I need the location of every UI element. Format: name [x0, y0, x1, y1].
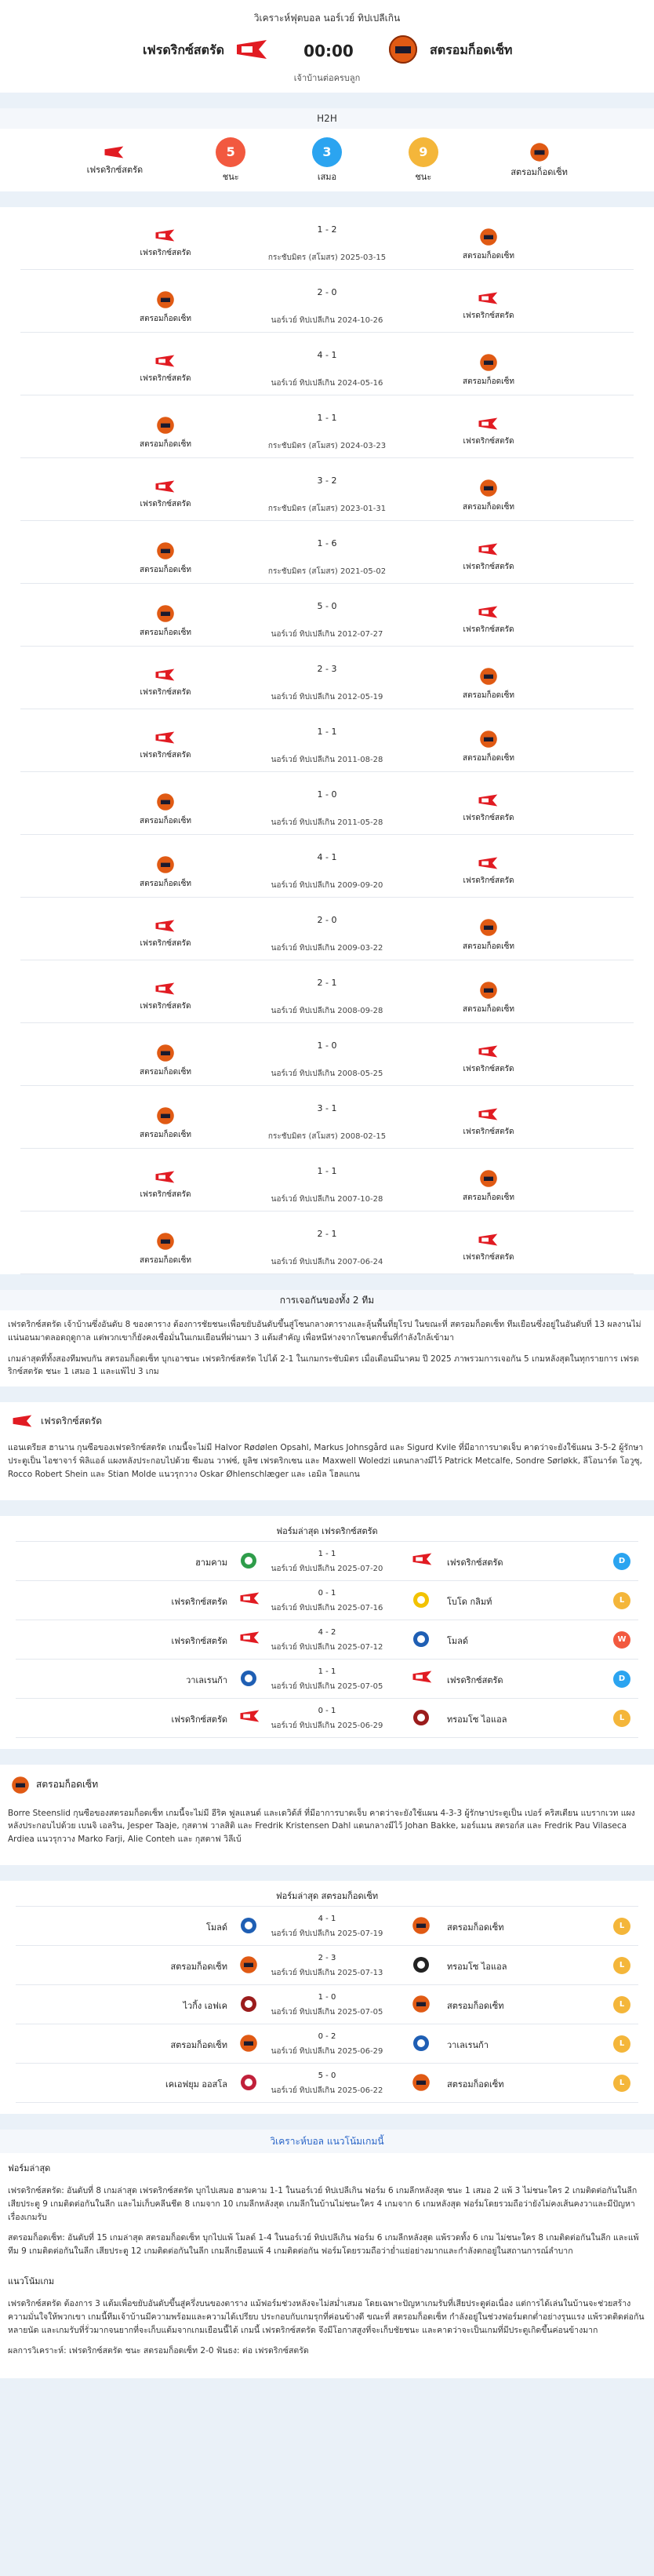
away-team-heading-name[interactable]: สตรอมก็อดเซ็ท [36, 1779, 99, 1791]
h2h-losses-count: 9 [409, 137, 438, 167]
form-row[interactable] [16, 1581, 638, 1620]
match-info: นอร์เวย์ ทิปเปลีเกิน 2007-10-28 [271, 1195, 383, 1204]
h2h-match-list [0, 207, 654, 1274]
form-left-team: ไวกิ้ง เอฟเค [183, 2000, 227, 2011]
match-time: 00:00 [303, 41, 354, 60]
form-info: นอร์เวย์ ทิปเปลีเกิน 2025-06-22 [271, 2086, 383, 2095]
match-left-team-name: เฟรดริกซ์สตรัด [140, 249, 191, 257]
match-left-team-name: เฟรดริกซ์สตรัด [140, 374, 191, 383]
form-right-team: เฟรดริกซ์สตรัด [447, 1557, 503, 1568]
match-score: 2 - 1 [317, 978, 337, 988]
match-left-team-name: สตรอมก็อดเซ็ท [140, 315, 191, 323]
match-info: นอร์เวย์ ทิปเปลีเกิน 2008-09-28 [271, 1007, 383, 1015]
match-score: 1 - 6 [317, 538, 337, 548]
home-team-section [0, 1402, 654, 1499]
result-badge: L [613, 2035, 630, 2053]
match-right-team [422, 792, 555, 824]
result-badge: W [613, 1631, 630, 1649]
team-logo [422, 792, 555, 811]
match-right-team-name: เฟรดริกซ์สตรัด [463, 625, 514, 634]
form-info: นอร์เวย์ ทิปเปลีเกิน 2025-07-05 [271, 2007, 383, 2017]
match-right-team-name: สตรอมก็อดเซ็ท [463, 252, 514, 261]
h2h-draws-label: เสมอ [317, 171, 337, 182]
home-team-logo [100, 144, 129, 160]
h2h-match-row[interactable] [20, 270, 634, 333]
match-right-team-name: เฟรดริกซ์สตรัด [463, 1065, 514, 1073]
away-team-section [0, 1765, 654, 1865]
match-right-team [422, 353, 555, 388]
match-left-team-name: เฟรดริกซ์สตรัด [140, 500, 191, 508]
form-row[interactable] [16, 1660, 638, 1699]
match-left-team-name: สตรอมก็อดเซ็ท [140, 566, 191, 574]
h2h-wins-count: 5 [216, 137, 245, 167]
match-right-team [422, 1106, 555, 1138]
team-logo [412, 1708, 431, 1729]
match-score: 4 - 1 [317, 852, 337, 862]
form-score: 4 - 2 [318, 1627, 336, 1637]
summary-paragraph-1: เฟรดริกซ์สตรัด เจ้าบ้านซึ่งอันดับ 8 ของตาราง ต้องการชัยชนะเพื่อขยับอันดับขึ้นสู่โซนกลางตารางและลุ้นพื้นที่ยุโรป ในขณะที่ สตรอมก็อดเซ็ท ทีมเยือนซึ่งอยู่ในอันดับที่ 13 ผลงานไม่แน่นอนมาตลอดฤดูกาล แต่พวกเขาก็ยังคงเชื่อมั่นในเกมเยือนที่ผ่านมา 3 แต้มสำคัญ เพื่อหนีห่างจากโซนตกชั้นที่กำลังใกล้เข้ามา [8, 1320, 641, 1343]
result-badge: D [613, 1553, 630, 1570]
form-info: นอร์เวย์ ทิปเปลีเกิน 2025-07-20 [271, 1564, 383, 1573]
team-logo [412, 1916, 431, 1937]
h2h-match-row[interactable] [20, 772, 634, 835]
h2h-match-row[interactable] [20, 1149, 634, 1211]
h2h-match-row[interactable] [20, 898, 634, 960]
form-row[interactable] [16, 2024, 638, 2064]
home-team-heading-name[interactable]: เฟรดริกซ์สตรัด [41, 1415, 103, 1426]
form-left-team: เฟรดริกซ์สตรัด [171, 1635, 227, 1646]
prediction-trend-text: เฟรดริกซ์สตรัด ต้องการ 3 แต้มเพื่อขยับอันดับขึ้นสู่ครึ่งบนของตาราง แม้ฟอร์มช่วงหลังจะไม่สม่ำเสมอ โดยเฉพาะปัญหาเกมรับที่เสียประตูต่อเนื่อง แต่การได้เล่นในบ้านจะช่วยสร้างความมั่นใจให้พวกเขา เกมนี้ทีมเจ้าบ้านมีความพร้อมและความได้เปรียบ ประกอบกับเกมรุกที่ค่อนข้างดี ขณะที่ สตรอมก็อดเซ็ท กำลังอยู่ในช่วงฟอร์มตกต่ำอย่างรุนแรง แพ้รวดติดต่อกันหลายนัด และเกมรับที่รั่วมากจนยากที่จะเก็บแต้มจากเกมเยือนนี้ได้ เกมนี้ เฟรดริกซ์สตรัด จึงมีโอกาสสูงที่จะเก็บชัยชนะ และคาดว่าจะเป็นเกมที่มีประตูเกิดขึ้นค่อนข้างมาก [8, 2298, 645, 2335]
match-right-team [422, 416, 555, 447]
team-logo [422, 667, 555, 688]
match-right-team [422, 228, 555, 262]
prediction-result: ผลการวิเคราะห์: เฟรดริกซ์สตรัด ชนะ สตรอมก็อดเซ็ท 2-0 ฟันธง: ต่อ เฟรดริกซ์สตรัด [8, 2346, 309, 2356]
match-right-team [422, 1232, 555, 1263]
form-score: 0 - 1 [318, 1588, 336, 1598]
team-logo [412, 1551, 434, 1569]
h2h-home-name: เฟรดริกซ์สตรัด [86, 164, 144, 175]
h2h-home-team [64, 144, 165, 177]
form-left-team: สตรอมก็อดเซ็ท [170, 1961, 227, 1972]
form-score: 1 - 0 [318, 1992, 336, 2002]
match-info: นอร์เวย์ ทิปเปลีเกิน 2024-10-26 [271, 316, 383, 325]
match-info: นอร์เวย์ ทิปเปลีเกิน 2011-08-28 [271, 756, 383, 764]
match-right-team-name: เฟรดริกซ์สตรัด [463, 876, 514, 885]
h2h-match-row[interactable] [20, 207, 634, 270]
prediction-title: วิเคราะห์บอล แนวโน้มเกมนี้ [0, 2130, 654, 2153]
match-score: 3 - 2 [317, 475, 337, 486]
team-logo [422, 604, 555, 622]
away-team-name[interactable]: สตรอมก็อดเซ็ท [430, 42, 513, 57]
match-score: 1 - 0 [317, 789, 337, 800]
league-title: วิเคราะห์ฟุตบอล นอร์เวย์ ทิปเปลีเกิน [253, 13, 401, 24]
form-right-team: สตรอมก็อดเซ็ท [447, 2079, 504, 2090]
match-info: กระชับมิตร (สโมสร) 2021-05-02 [267, 567, 387, 576]
result-badge: L [613, 2075, 630, 2092]
away-team-lineup-text: Borre Steenslid กุนซือของสตรอมก็อดเซ็ท เกมนี้จะไม่มี อีริค ฟูลแลนด์ และเดวิด้ส์ ที่มีอาการบาดเจ็บ คาดว่าจะยังใช้แผน 4-3-3 ผู้รักษาประตูเป็น เปอร์ คริสเตียน แบรากเวท แผงหลังประกอบไปด้วย เบนจิ เอลริน, Jesper Taaje, กุสตาฟ วาลสิติ และ Fredrik Kristensen Dahl แดนกลางมีไว้ Johan Bakke, มอร์แมน สตรอก์ส และ Fredrik Pau Vilaseca Ardiea แนวรุกวาง Marko Farji, Alie Conteh และ กุสตาฟ วิลีเบ้ [8, 1808, 635, 1845]
h2h-away-team [489, 142, 590, 179]
match-right-team [422, 290, 555, 322]
h2h-match-row[interactable] [20, 584, 634, 647]
home-team-name[interactable]: เฟรดริกซ์สตรัด [142, 42, 224, 57]
result-badge: L [613, 1710, 630, 1727]
home-form-title: ฟอร์มล่าสุด เฟรดริกซ์สตรัด [16, 1516, 638, 1542]
match-left-team-name: สตรอมก็อดเซ็ท [140, 1068, 191, 1077]
form-score: 2 - 3 [318, 1953, 336, 1962]
form-row[interactable] [16, 1946, 638, 1985]
match-right-team-name: สตรอมก็อดเซ็ท [463, 503, 514, 512]
match-right-team-name: เฟรดริกซ์สตรัด [463, 814, 514, 822]
form-row[interactable] [16, 1620, 638, 1660]
form-left-team: วาเลเรนก้า [186, 1674, 227, 1685]
prediction-home-form: เฟรดริกซ์สตรัด: อันดับที่ 8 เกมล่าสุด เฟรดริกซ์สตรัด บุกไปเสมอ ฮามคาม 1-1 ในนอร์เวย์ ทิปเปลีเกิน ฟอร์ม 6 เกมลีกหลังสุด ชนะ 1 เสมอ 2 แพ้ 3 ไม่ชนะใคร 2 เกมติดต่อกันในลีก เสียประตู 9 เกมติดต่อกันในลีก และไม่เก็บคลีนชีต 8 เกมจาก 10 เกมลีกหลังสุด เกมลีกในบ้านไม่ชนะใคร 4 เกมจาก 6 เกมหลังสุด ฟอร์มโดยรวมถือว่ายังไม่คงเส้นคงวาและมีปัญหาเรื่องเกมรับ [8, 2185, 638, 2222]
match-info: นอร์เวย์ ทิปเปลีเกิน 2012-05-19 [271, 693, 383, 701]
match-right-team-name: สตรอมก็อดเซ็ท [463, 1005, 514, 1014]
h2h-draws-count: 3 [312, 137, 342, 167]
match-score: 2 - 0 [317, 287, 337, 297]
h2h-match-row[interactable] [20, 647, 634, 709]
form-row[interactable] [16, 1985, 638, 2024]
form-right-team: โบโด กลิมท์ [447, 1596, 492, 1607]
match-right-team-name: สตรอมก็อดเซ็ท [463, 1193, 514, 1202]
away-team-logo [529, 142, 550, 162]
match-left-team-name: สตรอมก็อดเซ็ท [140, 1256, 191, 1265]
match-left-team-name: เฟรดริกซ์สตรัด [140, 751, 191, 760]
result-badge: D [613, 1671, 630, 1688]
home-team-logo [235, 37, 270, 64]
team-logo [422, 855, 555, 873]
form-score: 5 - 0 [318, 2071, 336, 2080]
team-logo [422, 479, 555, 500]
match-score: 1 - 1 [317, 413, 337, 423]
h2h-wins-label: ชนะ [222, 171, 239, 182]
match-score: 1 - 2 [317, 224, 337, 235]
h2h-losses-label: ชนะ [415, 171, 432, 182]
away-team-heading [0, 1765, 654, 1799]
h2h-title: H2H [0, 108, 654, 129]
h2h-away-name: สตรอมก็อดเซ็ท [510, 166, 568, 177]
form-right-team: เฟรดริกซ์สตรัด [447, 1674, 503, 1685]
h2h-match-row[interactable] [20, 709, 634, 772]
form-info: นอร์เวย์ ทิปเปลีเกิน 2025-07-05 [271, 1682, 383, 1691]
summary-paragraph-2: เกมล่าสุดที่ทั้งสองทีมพบกัน สตรอมก็อดเซ็ท บุกเอาชนะ เฟรดริกซ์สตรัด ไปได้ 2-1 ในเกมกระชับมิตร เมื่อเดือนมีนาคม ปี 2025 ภาพรวมการเจอกัน 5 เกมหลังสุดในทุกรายการ เฟรดริกซ์สตรัด ชนะ 1 เสมอ 1 และแพ้ไป 3 เกม [8, 1354, 639, 1377]
result-badge: L [613, 1957, 630, 1974]
form-row[interactable] [16, 2064, 638, 2103]
form-right-team: วาเลเรนก้า [447, 2039, 489, 2050]
match-score: 4 - 1 [317, 350, 337, 360]
away-form-title: ฟอร์มล่าสุด สตรอมก็อดเซ็ท [16, 1881, 638, 1907]
team-logo [412, 1669, 434, 1687]
match-left-team-name: เฟรดริกซ์สตรัด [140, 939, 191, 948]
h2h-match-row[interactable] [20, 1211, 634, 1274]
summary-section [0, 1290, 654, 1386]
match-left-team-name: เฟรดริกซ์สตรัด [140, 688, 191, 697]
h2h-match-row[interactable] [20, 521, 634, 584]
match-score: 3 - 1 [317, 1103, 337, 1113]
team-logo [422, 416, 555, 434]
h2h-match-row[interactable] [20, 333, 634, 395]
form-left-team: เฟรดริกซ์สตรัด [171, 1596, 227, 1607]
match-right-team [422, 1044, 555, 1075]
match-header [0, 0, 654, 93]
away-team-logo [11, 1776, 30, 1794]
match-info: นอร์เวย์ ทิปเปลีเกิน 2007-06-24 [271, 1258, 383, 1266]
team-logo [422, 1044, 555, 1062]
match-score: 5 - 0 [317, 601, 337, 611]
team-logo [422, 981, 555, 1002]
match-right-team-name: เฟรดริกซ์สตรัด [463, 437, 514, 446]
match-right-team-name: เฟรดริกซ์สตรัด [463, 1128, 514, 1136]
summary-title: การเจอกันของทั้ง 2 ทีม [0, 1290, 654, 1310]
team-logo [422, 1169, 555, 1190]
form-info: นอร์เวย์ ทิปเปลีเกิน 2025-06-29 [271, 2046, 383, 2056]
match-right-team [422, 604, 555, 636]
team-logo [412, 1630, 431, 1651]
form-info: นอร์เวย์ ทิปเปลีเกิน 2025-07-19 [271, 1929, 383, 1938]
team-logo [422, 541, 555, 559]
team-logo [412, 1590, 431, 1612]
match-left-team-name: สตรอมก็อดเซ็ท [140, 817, 191, 825]
form-score: 4 - 1 [318, 1914, 336, 1923]
team-logo [412, 2073, 431, 2094]
match-left-team-name: เฟรดริกซ์สตรัด [140, 1002, 191, 1011]
prediction-form-label: ฟอร์มล่าสุด [8, 2162, 51, 2173]
match-right-team [422, 667, 555, 701]
h2h-match-row[interactable] [20, 395, 634, 458]
match-right-team-name: สตรอมก็อดเซ็ท [463, 377, 514, 386]
team-logo [412, 2034, 431, 2055]
prediction-section [0, 2130, 654, 2378]
match-score: 2 - 1 [317, 1229, 337, 1239]
home-team-heading [0, 1402, 654, 1434]
form-row[interactable] [16, 1542, 638, 1581]
match-right-team [422, 479, 555, 513]
match-score: 2 - 3 [317, 664, 337, 674]
match-right-team [422, 855, 555, 887]
match-row [0, 34, 654, 67]
team-logo [422, 1232, 555, 1250]
match-right-team-name: สตรอมก็อดเซ็ท [463, 942, 514, 951]
away-team-logo [387, 34, 419, 67]
form-right-team: สตรอมก็อดเซ็ท [447, 1922, 504, 1933]
form-score: 0 - 1 [318, 1706, 336, 1715]
match-info: กระชับมิตร (สโมสร) 2008-02-15 [267, 1132, 387, 1141]
match-info: นอร์เวย์ ทิปเปลีเกิน 2009-03-22 [271, 944, 383, 953]
match-score: 1 - 1 [317, 1166, 337, 1176]
form-info: นอร์เวย์ ทิปเปลีเกิน 2025-06-29 [271, 1721, 383, 1730]
match-score: 2 - 0 [317, 915, 337, 925]
match-right-team-name: เฟรดริกซ์สตรัด [463, 563, 514, 571]
match-left-team-name: เฟรดริกซ์สตรัด [140, 1190, 191, 1199]
match-right-team-name: เฟรดริกซ์สตรัด [463, 1253, 514, 1262]
match-right-team [422, 1169, 555, 1204]
match-info: นอร์เวย์ ทิปเปลีเกิน 2012-07-27 [271, 630, 383, 639]
form-right-team: โมลด์ [447, 1635, 469, 1646]
form-left-team: เฟรดริกซ์สตรัด [171, 1714, 227, 1725]
handicap-status: เจ้าบ้านต่อครบลูก [293, 73, 361, 83]
form-left-team: เคเอฟยุม ออสโล [165, 2079, 227, 2090]
team-logo [422, 353, 555, 374]
h2h-losses [392, 137, 455, 184]
team-logo [422, 228, 555, 249]
form-score: 1 - 1 [318, 1667, 336, 1676]
match-right-team-name: สตรอมก็อดเซ็ท [463, 691, 514, 700]
h2h-draws [296, 137, 358, 184]
form-score: 0 - 2 [318, 2031, 336, 2041]
team-logo [422, 918, 555, 939]
match-score: 1 - 0 [317, 1040, 337, 1051]
team-logo [422, 730, 555, 751]
prediction-trend-label: แนวโน้มเกม [8, 2275, 55, 2286]
form-row[interactable] [16, 1699, 638, 1738]
match-right-team [422, 981, 555, 1015]
home-team-logo [11, 1413, 35, 1429]
form-left-team: สตรอมก็อดเซ็ท [170, 2039, 227, 2050]
team-logo [412, 1955, 431, 1977]
match-info: นอร์เวย์ ทิปเปลีเกิน 2024-05-16 [271, 379, 383, 388]
result-badge: L [613, 1592, 630, 1609]
h2h-wins [199, 137, 262, 184]
match-left-team-name: สตรอมก็อดเซ็ท [140, 880, 191, 888]
form-right-team: สตรอมก็อดเซ็ท [447, 2000, 504, 2011]
form-info: นอร์เวย์ ทิปเปลีเกิน 2025-07-16 [271, 1603, 383, 1612]
h2h-match-row[interactable] [20, 1086, 634, 1149]
match-info: กระชับมิตร (สโมสร) 2025-03-15 [267, 253, 387, 262]
form-left-team: โมลด์ [205, 1922, 227, 1933]
match-info: นอร์เวย์ ทิปเปลีเกิน 2009-09-20 [271, 881, 383, 890]
h2h-match-row[interactable] [20, 960, 634, 1023]
match-right-team [422, 918, 555, 953]
h2h-match-row[interactable] [20, 1023, 634, 1086]
form-row[interactable] [16, 1907, 638, 1946]
team-logo [422, 290, 555, 308]
match-right-team [422, 730, 555, 764]
h2h-match-row[interactable] [20, 458, 634, 521]
match-info: กระชับมิตร (สโมสร) 2024-03-23 [267, 442, 387, 450]
match-right-team-name: สตรอมก็อดเซ็ท [463, 754, 514, 763]
result-badge: L [613, 1918, 630, 1935]
team-logo [412, 1995, 431, 2016]
match-left-team-name: สตรอมก็อดเซ็ท [140, 440, 191, 449]
form-right-team: ทรอมโซ ไอแอล [447, 1714, 507, 1725]
home-team-lineup-text: แอนเดรียส ฮานาน กุนซือของเฟรดริกซ์สตรัด เกมนี้จะไม่มี Halvor Rødølen Opsahl, Markus Johnsgård และ Sigurd Kvile ที่มีอาการบาดเจ็บ คาดว่าจะยังใช้แผน 3-5-2 ผู้รักษาประตูเป็น ไอชาจาร์ พิลิแอล์ แผงหลังประกอบไปด้วย ซีมอน วาฟซ์, ยูลิช เฟรดริกเซน และ Maxwell Woledzi แดนกลางมีไว้ Patrick Metcalfe, Sondre Sørløkk, ลีโอนาร์ด โอวูซุ, Rocco Robert Shein และ Stian Molde แนวรุกวาง Oskar Øhlenschlæger และ เอมิล โฮลแกน [8, 1443, 644, 1479]
h2h-summary [0, 108, 654, 191]
away-form-table [0, 1881, 654, 2114]
match-info: นอร์เวย์ ทิปเปลีเกิน 2011-05-28 [271, 818, 383, 827]
match-right-team-name: เฟรดริกซ์สตรัด [463, 312, 514, 320]
match-right-team [422, 541, 555, 573]
form-info: นอร์เวย์ ทิปเปลีเกิน 2025-07-13 [271, 1968, 383, 1977]
form-score: 1 - 1 [318, 1549, 336, 1558]
form-left-team: ฮามคาม [195, 1557, 227, 1568]
form-right-team: ทรอมโซ ไอแอล [447, 1961, 507, 1972]
match-left-team-name: สตรอมก็อดเซ็ท [140, 629, 191, 637]
prediction-away-form: สตรอมก็อดเซ็ท: อันดับที่ 15 เกมล่าสุด สตรอมก็อดเซ็ท บุกไปแพ้ โมลด์ 1-4 ในนอร์เวย์ ทิปเปลีเกิน ฟอร์ม 6 เกมลีกหลังสุด แพ้รวดทั้ง 6 เกม ไม่ชนะใคร 8 เกมติดต่อกันในลีก และแพ้ทีม 9 เกมติดต่อกันในลีก เสียประตู 12 เกมติดต่อกันในลีก เกมลีกเยือนแพ้ 4 เกมติดต่อกัน ฟอร์มโดยรวมถือว่าย่ำแย่อย่างมากและกำลังตกอยู่ในสถานการณ์ลำบาก [8, 2233, 639, 2257]
match-score: 1 - 1 [317, 727, 337, 737]
home-form-table [0, 1516, 654, 1749]
match-left-team-name: สตรอมก็อดเซ็ท [140, 1131, 191, 1139]
h2h-match-row[interactable] [20, 835, 634, 898]
match-info: กระชับมิตร (สโมสร) 2023-01-31 [267, 505, 387, 513]
form-info: นอร์เวย์ ทิปเปลีเกิน 2025-07-12 [271, 1642, 383, 1652]
team-logo [422, 1106, 555, 1124]
match-info: นอร์เวย์ ทิปเปลีเกิน 2008-05-25 [271, 1069, 383, 1078]
result-badge: L [613, 1996, 630, 2013]
